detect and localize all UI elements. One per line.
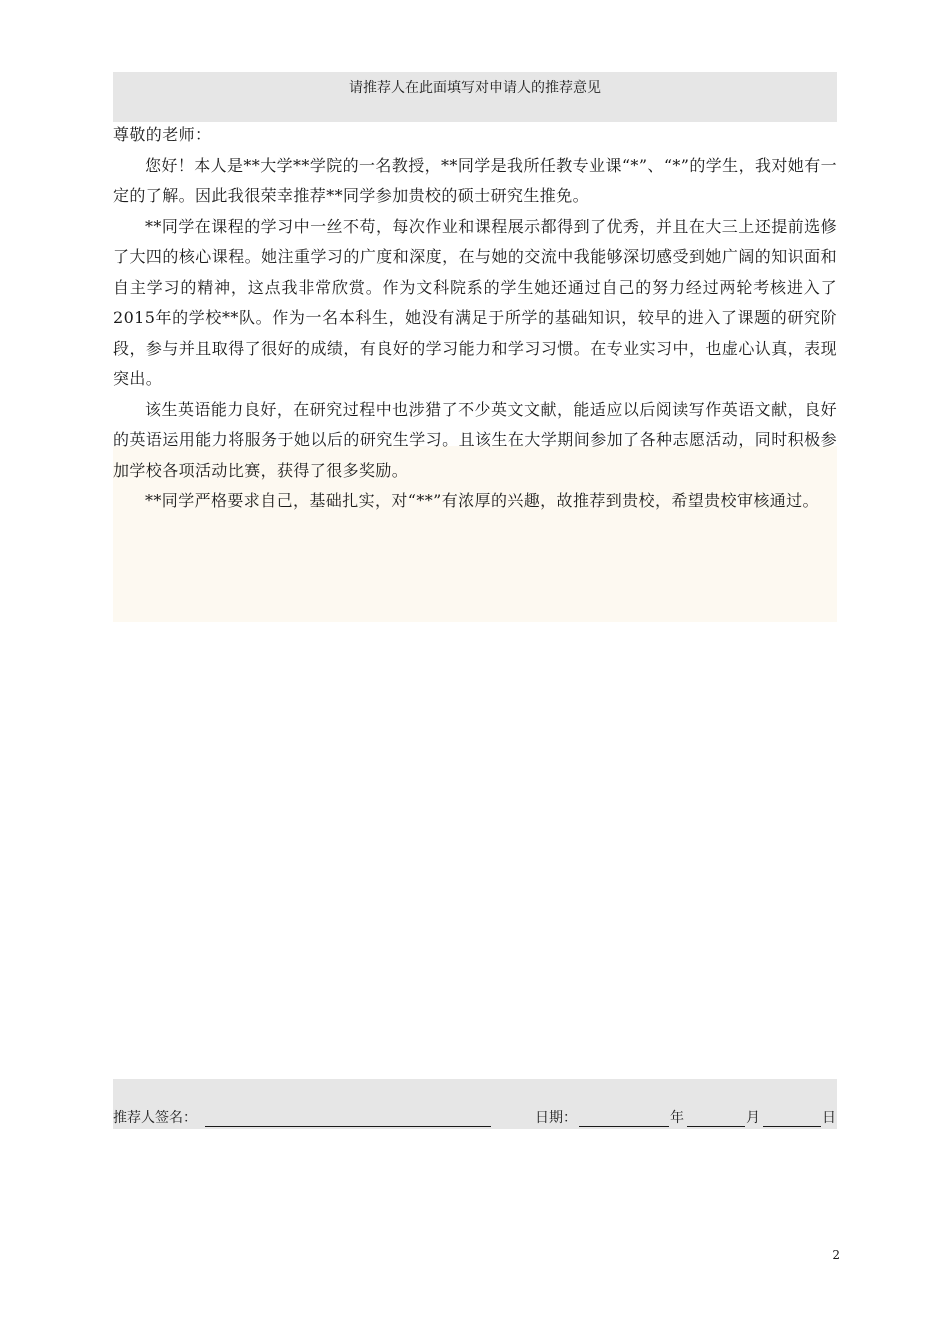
- signature-line[interactable]: [205, 1126, 491, 1127]
- letter-body: [113, 120, 837, 517]
- paragraph-greeting: 您好！本人是**大学**学院的一名教授，**同学是我所任教专业课“*”、“*”的学生，我对她有一定的了解。因此我很荣幸推荐**同学参加贵校的硕士研究生推免。: [113, 155, 837, 205]
- month-line[interactable]: [687, 1126, 745, 1127]
- signature-row: [113, 1107, 837, 1129]
- salutation: 尊敬的老师：: [113, 125, 212, 144]
- instruction-band: [113, 72, 837, 122]
- year-label: 年: [670, 1110, 684, 1126]
- instruction-text: 请推荐人在此面填写对申请人的推荐意见: [349, 80, 601, 96]
- month-label: 月: [746, 1110, 760, 1126]
- paragraph-english: 该生英语能力良好，在研究过程中也涉猎了不少英文文献，能适应以后阅读写作英语文献，良好的英语运用能力将服务于她以后的研究生学习。且该生在大学期间参加了各种志愿活动，同时积极参加学校各项活动比赛，获得了很多奖励。: [113, 399, 837, 480]
- day-line[interactable]: [763, 1126, 821, 1127]
- paragraph-academics: **同学在课程的学习中一丝不苟，每次作业和课程展示都得到了优秀，并且在大三上还提前选修了大四的核心课程。她注重学习的广度和深度，在与她的交流中我能够深切感受到她广阔的知识面和自主学习的精神，这点我非常欣赏。作为文科院系的学生她还通过自己的努力经过两轮考核进入了2015年的学校**队。作为一名本科生，她没有满足于所学的基础知识，较早的进入了课题的研究阶段，参与并且取得了很好的成绩，有良好的学习能力和学习习惯。在专业实习中，也虚心认真，表现突出。: [113, 216, 837, 388]
- signature-band: [113, 1079, 837, 1129]
- day-label: 日: [822, 1110, 836, 1126]
- date-label: 日期：: [535, 1110, 577, 1126]
- paragraph-closing: **同学严格要求自己，基础扎实，对“**”有浓厚的兴趣，故推荐到贵校，希望贵校审核通过。: [145, 491, 819, 510]
- page-number: 2: [832, 1248, 840, 1262]
- year-line[interactable]: [579, 1126, 669, 1127]
- signer-label: 推荐人签名：: [113, 1110, 197, 1126]
